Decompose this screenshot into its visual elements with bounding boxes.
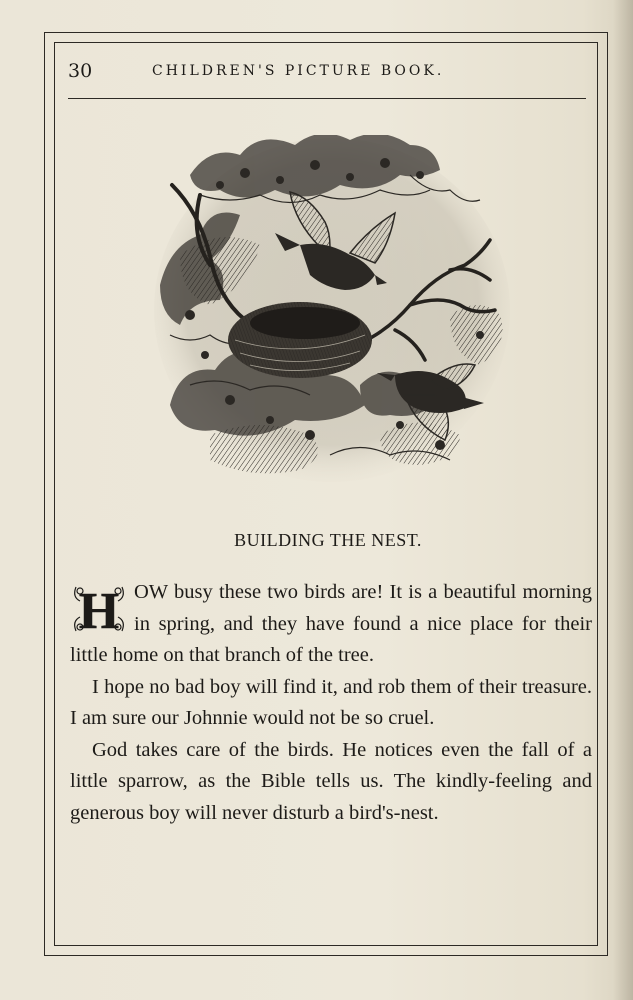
illustration-caption: BUILDING THE NEST. [234, 530, 422, 550]
spine-shadow [613, 0, 633, 1000]
header-rule [68, 98, 586, 99]
paragraph: I hope no bad boy will find it, and rob them of their treasure. I am sure our Johnnie would not be so cruel. [70, 675, 592, 729]
birds-nest-engraving-icon [150, 135, 515, 490]
paragraph [70, 577, 592, 672]
paragraph-text: OW busy these two birds are! It is a beautiful morning in spring, and they have found a nice place for their little home on that branch of the tree. [70, 581, 592, 666]
page-header [68, 56, 586, 88]
svg-text:H: H [78, 583, 120, 637]
body-text [70, 577, 592, 829]
running-title: CHILDREN'S PICTURE BOOK. [152, 63, 445, 79]
paragraph: God takes care of the birds. He notices even the fall of a little sparrow, as the Bible tells us. The kindly-feeling and generous boy will never disturb a bird's-nest. [70, 738, 592, 824]
page-number: 30 [68, 60, 93, 82]
ornamental-drop-cap [70, 581, 128, 637]
